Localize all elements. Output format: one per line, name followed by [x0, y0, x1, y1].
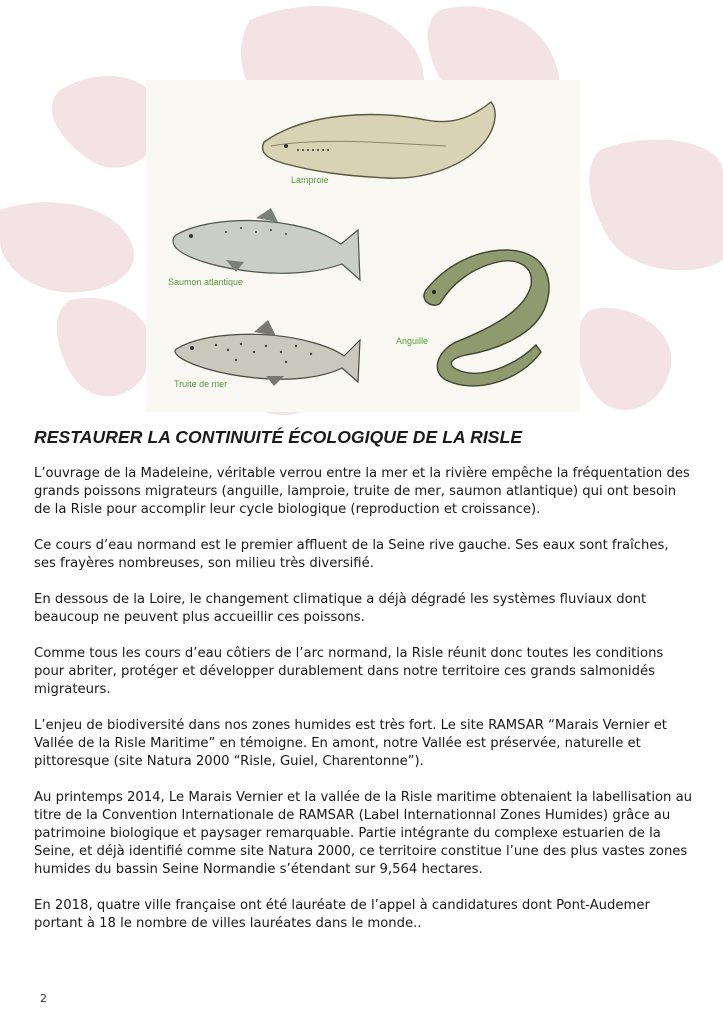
petal-shape	[589, 140, 723, 271]
paragraph: L’enjeu de biodiversité dans nos zones humides est très fort. Le site RAMSAR “Marais Vernier et Vallée de la Risle Maritime” en témoigne. En amont, notre Vallée est préservée, naturelle et pittoresque (site Natura 2000 “Risle, Guiel, Charentonne”).	[34, 718, 667, 769]
paragraph: L’ouvrage de la Madeleine, véritable verrou entre la mer et la rivière empêche la fréquentation des grands poissons migrateurs (anguille, lamproie, truite de mer, saumon atlantique) qui ont besoin de la Risle pour accomplir leur cycle biologique (reproduction et croissance).	[34, 466, 690, 517]
petal-shape	[0, 202, 134, 292]
label-lamprey: Lamproie	[291, 175, 329, 185]
paragraph: En dessous de la Loire, le changement climatique a déjà dégradé les systèmes fluviaux dont beaucoup ne peuvent plus accueillir ces poissons.	[34, 592, 647, 625]
page-number: 2	[40, 992, 47, 1005]
paragraph: Ce cours d’eau normand est le premier affluent de la Seine rive gauche. Ses eaux sont fraîches, ses frayères nombreuses, son milieu très diversifié.	[34, 538, 669, 571]
petal-shape	[57, 298, 152, 396]
petal-shape	[52, 76, 161, 168]
petal-shape	[578, 308, 672, 410]
paragraph: Au printemps 2014, Le Marais Vernier et la vallée de la Risle maritime obtenaient la labellisation au titre de la Convention Internationale de RAMSAR (Label Internationnal Zones Humides) grâce au patrimoine biologique et paysager remarquable. Partie intégrante du complexe estuarien de la Seine, et déjà identifié comme site Natura 2000, ce territoire constitue l’une des plus vastes zones humides du bassin Seine Normandie s’étendant sur 9,564 hectares.	[34, 790, 693, 877]
paragraph: Comme tous les cours d’eau côtiers de l’arc normand, la Risle réunit donc toutes les conditions pour abriter, protéger et développer durablement dans notre territoire ces grands salmonidés migrateurs.	[34, 646, 664, 697]
migratory-fish-illustration	[146, 80, 580, 412]
paragraph: En 2018, quatre ville française ont été lauréate de l’appel à candidatures dont Pont-Audemer portant à 18 le nombre de villes lauréates dans le monde..	[34, 898, 650, 931]
section-heading: RESTAURER LA CONTINUITÉ ÉCOLOGIQUE DE LA RISLE	[34, 427, 523, 447]
label-sea-trout: Truite de mer	[174, 379, 228, 389]
body-text	[34, 465, 694, 951]
label-salmon: Saumon atlantique	[168, 277, 244, 287]
label-eel: Anguille	[396, 336, 429, 346]
